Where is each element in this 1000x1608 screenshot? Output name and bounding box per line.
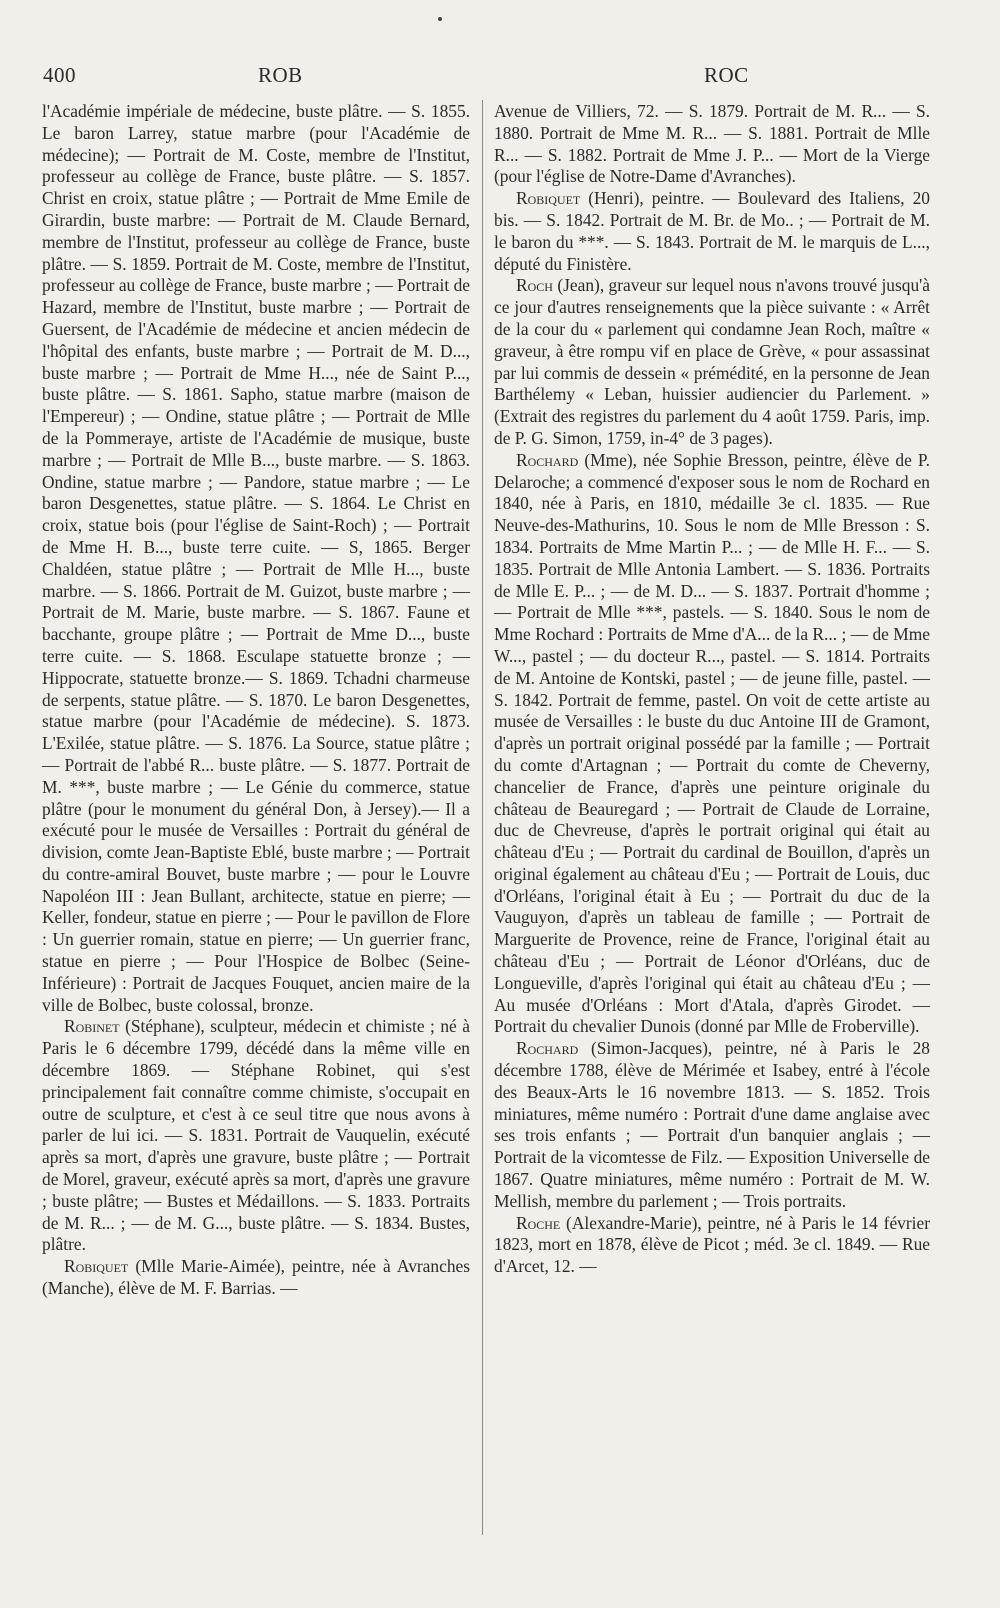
entry-text: (Stéphane), sculpteur, médecin et chimiste ; né à Paris le 6 décembre 1799, décédé dans la même ville en décembre 1869. — Stéphane Robinet, qui s'est principalement fait connaître comme chimiste, s'occupait en outre de sculpture, et c'est à ce seul titre que nous avons à parler de lui ici. — S. 1831. Portrait de Vauquelin, exécuté après sa mort, d'après une gravure, buste plâtre ; — Portrait de Morel, graveur, exécuté après sa mort, d'après une gravure ; buste plâtre; — Bustes et Médaillons. — S. 1833. Portraits de M. R... ; — de M. G..., buste plâtre. — S. 1834. Bustes, plâtre. (42, 1016, 470, 1255)
right-running-head: ROC (704, 63, 749, 87)
entry (42, 1016, 470, 1256)
entry-text: l'Académie impériale de médecine, buste plâtre. — S. 1855. Le baron Larrey, statue marbre (pour l'Académie de médecine); — Portrait de M. Coste, membre de l'Institut, professeur au collège de France, buste plâtre. — S. 1857. Christ en croix, statue plâtre ; — Portrait de Mme Emile de Girardin, buste marbre: — Portrait de M. Claude Bernard, membre de l'Institut, professeur au collège de France, buste plâtre. — S. 1859. Portrait de M. Coste, membre de l'Institut, professeur au collège de France, buste marbre ; — Portrait de Hazard, membre de l'Institut, buste marbre ; — Portrait de Guersent, de l'Académie de médecine et ancien médecin de l'hôpital des enfants, buste marbre ; — Portrait de M. D..., buste marbre ; — Portrait de Mme H..., née de Saint P..., buste plâtre. — S. 1861. Sapho, statue marbre (maison de l'Empereur) ; — Ondine, statue plâtre ; — Portrait de Mlle de la Pommeraye, artiste de l'Académie de musique, buste marbre ; — Portrait de Mlle B..., buste marbre. — S. 1863. Ondine, statue marbre ; — Pandore, statue marbre ; — Le baron Desgenettes, statue plâtre. — S. 1864. Le Christ en croix, statue bois (pour l'église de Saint-Roch) ; — Portrait de Mme H. B..., buste terre cuite. — S, 1865. Berger Chaldéen, statue plâtre ; — Portrait de Mlle H..., buste marbre. — S. 1866. Portrait de M. Guizot, buste marbre ; — Portrait de M. Marie, buste marbre. — S. 1867. Faune et bacchante, groupe plâtre ; — Portrait de Mme D..., buste terre cuite. — S. 1868. Esculape statuette bronze ; — Hippocrate, statuette bronze.— S. 1869. Tchadni charmeuse de serpents, statue plâtre. — S. 1870. Le baron Desgenettes, statue marbre (pour l'Académie de médecine). S. 1873. L'Exilée, statue plâtre. — S. 1876. La Source, statue plâtre ; — Portrait de l'abbé R... buste plâtre. — S. 1877. Portrait de M. ***, buste marbre ; — Le Génie du commerce, statue plâtre (pour le monument du général Don, à Jersey).— Il a exécuté pour le musée de Versailles : Portrait du général de division, comte Jean-Baptiste Eblé, buste marbre ; — Portrait du contre-amiral Bouvet, buste marbre ; — pour le Louvre Napoléon III : Jean Bullant, architecte, statue en pierre; — Keller, fondeur, statue en pierre ; — Pour le pavillon de Flore : Un guerrier romain, statue en pierre; — Un guerrier franc, statue en pierre ; — Pour l'Hospice de Bolbec (Seine-Inférieure) : Portrait de Jacques Fouquet, ancien maire de la ville de Bolbec, buste colossal, bronze. (42, 101, 470, 1015)
left-running-head: ROB (258, 63, 303, 87)
entry-name: Roch (516, 275, 553, 296)
entry (494, 188, 930, 275)
entry-text: (Jean), graveur sur lequel nous n'avons trouvé jusqu'à ce jour d'autres renseignements que la pièce suivante : « Arrêt de la cour du « parlement qui condamne Jean Roch, maître « graveur, à être rompu vif en place de Grève, « pour assassinat par lui commis de dessein « prémédité, en la personne de Jean Barthélemy « Leban, huissier audiencier du Parlement. » (Extrait des registres du parlement du 4 août 1759. Paris, imp. de P. G. Simon, 1759, in-4° de 3 pages). (494, 275, 930, 448)
column-divider (482, 100, 483, 1535)
entry-name: Rochard (516, 449, 579, 470)
entry-name: Rochard (516, 1038, 579, 1059)
entry-name: Robiquet (64, 1256, 129, 1277)
entry (494, 450, 930, 1039)
entry-name: Robinet (64, 1016, 120, 1037)
entry (42, 101, 470, 1016)
entry-text: (Mme), née Sophie Bresson, peintre, élève de P. Delaroche; a commencé d'exposer sous le nom de Rochard en 1840, née à Paris, en 1810, médaille 3e cl. 1835. — Rue Neuve-des-Mathurins, 10. Sous le nom de Mlle Bresson : S. 1834. Portraits de Mme Martin P... ; — de Mlle H. F... — S. 1835. Portrait de Mlle Antonia Lambert. — S. 1836. Portraits de Mlle E. P... ; — de M. D... — S. 1837. Portrait d'homme ; — Portrait de Mlle ***, pastels. — S. 1840. Sous le nom de Mme Rochard : Portraits de Mme d'A... de la R... ; — de Mme W..., pastel ; — du docteur R..., pastel. — S. 1814. Portraits de M. Antoine de Kontski, pastel ; — de jeune fille, pastel. — S. 1842. Portrait de femme, pastel. On voit de cette artiste au musée de Versailles : le buste du duc Antoine III de Gramont, d'après un portrait original possédé par la famille ; — Portrait du comte d'Artagnan ; — Portrait du comte de Cheverny, chancelier de France, d'après une peinture originale du château de Beauregard ; — Portrait de Claude de Lorraine, duc de Chevreuse, d'après le portrait original qui était au château d'Eu ; — Portrait du cardinal de Bouillon, d'après un original également au château d'Eu ; — Portrait de Louis, duc d'Orléans, l'original était à Eu ; — Portrait du duc de la Vauguyon, d'après un tableau de famille ; — Portrait de Marguerite de Provence, reine de France, l'original était au château d'Eu ; — Portrait de Léonor d'Orléans, duc de Longueville, d'après l'original qui était au château d'Eu ; — Au musée d'Orléans : Mort d'Atala, d'après Girodet. — Portrait du chevalier Dunois (donné par Mlle de Froberville). (494, 449, 930, 1037)
entry-name: Roche (516, 1212, 561, 1233)
entry-text: (Henri), peintre. — Boulevard des Italiens, 20 bis. — S. 1842. Portrait de M. Br. de Mo.. ; — Portrait de M. le baron du ***. — S. 1843. Portrait de M. le marquis de L..., député du Finistère. (494, 188, 930, 274)
entry (494, 1213, 930, 1278)
entry-text: (Mlle Marie-Aimée), peintre, née à Avranches (Manche), élève de M. F. Barrias. — (42, 1256, 470, 1299)
page-number: 400 (43, 63, 76, 87)
entry (494, 1038, 930, 1212)
page-header (0, 63, 1000, 93)
entry (494, 101, 930, 188)
left-column (42, 101, 470, 1300)
entry (42, 1256, 470, 1300)
entry-name: Robiquet (516, 188, 581, 209)
right-column (494, 101, 930, 1278)
entry-text: (Alexandre-Marie), peintre, né à Paris le 14 février 1823, mort en 1878, élève de Picot ; méd. 3e cl. 1849. — Rue d'Arcet, 12. — (494, 1212, 930, 1277)
ink-dot (438, 17, 442, 21)
entry-text: (Simon-Jacques), peintre, né à Paris le 28 décembre 1788, élève de Mérimée et Isabey, entré à l'école des Beaux-Arts le 16 novembre 1813. — S. 1852. Trois miniatures, même numéro : Portrait d'une dame anglaise avec ses trois enfants ; — Portrait d'un banquier anglais ; — Portrait de la vicomtesse de Filz. — Exposition Universelle de 1867. Quatre miniatures, même numéro : Portrait de M. W. Mellish, membre du parlement ; — Trois portraits. (494, 1038, 930, 1211)
entry-text: Avenue de Villiers, 72. — S. 1879. Portrait de M. R... — S. 1880. Portrait de Mme M. R... — S. 1881. Portrait de Mlle R... — S. 1882. Portrait de Mme J. P... — Mort de la Vierge (pour l'église de Notre-Dame d'Avranches). (494, 101, 930, 187)
entry (494, 275, 930, 449)
